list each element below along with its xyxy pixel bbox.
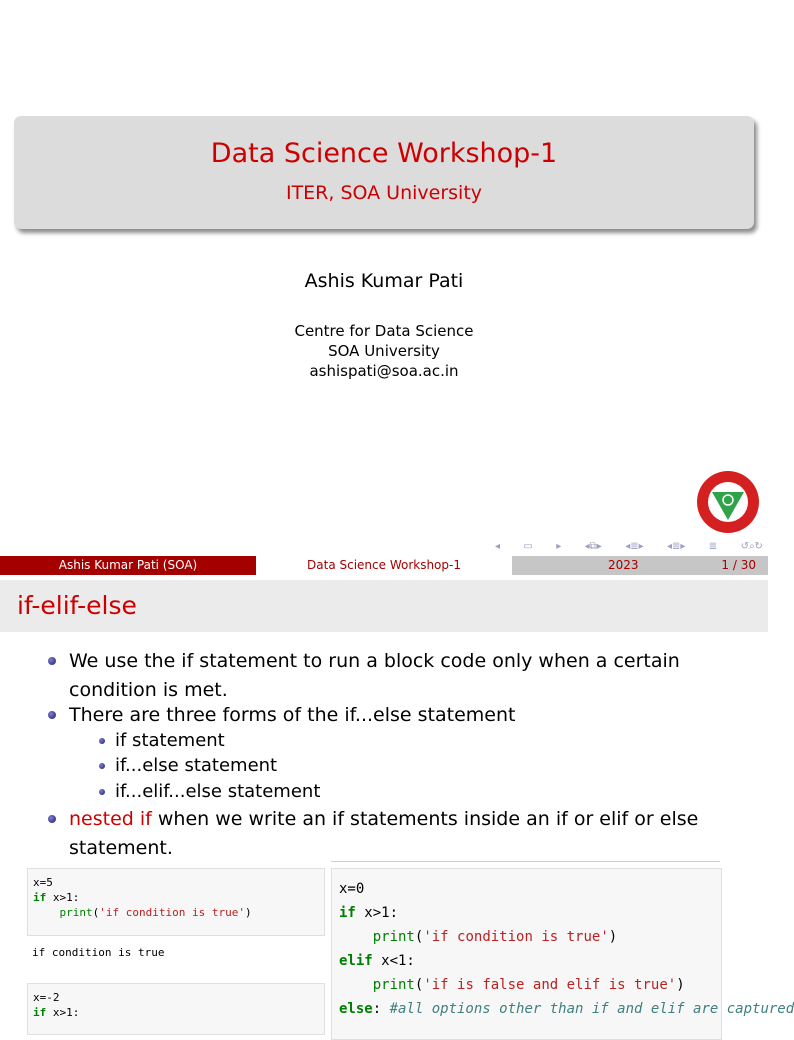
beamer-navigation [495,538,763,554]
bullet-text-cont: condition is met. [69,679,228,701]
author-name: Ashis Kumar Pati [304,270,464,292]
footer-right [512,556,768,575]
bullet-if-statement [69,647,680,705]
divider [331,861,720,862]
align-icon[interactable]: ≣ [708,540,718,552]
section-icon[interactable]: ◂≣▸ [625,540,644,552]
code-cell-if: x=5 if x>1: print('if condition is true') [27,868,325,936]
nested-if-highlight: nested if [69,808,152,830]
bullet-text: when we write an if statements inside an if or elif or else [151,808,699,830]
code-cell-if-else: x=-2 if x>1: [27,983,325,1035]
institute-line-university: SOA University [328,342,440,360]
bullet-nested-if [69,805,698,863]
bullet-icon [99,789,105,795]
code-cell-if-elif-else: x=0 if x>1: print('if condition is true') elif x<1: print('if is false and elif is true') else: #all options other than if and elif are captured [331,868,722,1040]
sub-bullet: if...elif...else statement [115,781,320,803]
bullet-three-forms [69,701,515,730]
frame-icon[interactable]: ▭ [523,540,533,552]
subsection-icon[interactable]: ◂⧉▸ [584,540,602,552]
search-icon[interactable]: ↺⌕↻ [740,540,763,552]
slide-header [0,580,768,632]
bullet-icon [48,711,56,719]
footer-bar [0,556,768,575]
footer-author: Ashis Kumar Pati (SOA) [0,556,256,575]
bullet-text-cont: statement. [69,837,173,859]
presentation-title: Data Science Workshop-1 [210,138,558,169]
footer-date: 2023 [608,558,639,572]
institute-line-email: ashispati@soa.ac.in [309,362,459,380]
bullet-icon [48,815,56,823]
footer-title: Data Science Workshop-1 [256,556,512,575]
sub-bullet: if statement [115,730,225,752]
bullet-text: There are three forms of the if...else statement [69,704,516,726]
bullet-icon [99,763,105,769]
sub-bullet: if...else statement [115,755,277,777]
bullet-icon [48,657,56,665]
slide-title: if-elif-else [17,591,137,620]
footer-page-number: 1 / 30 [721,558,756,572]
nav-left-icon[interactable]: ◂ [495,540,501,552]
presentation-subtitle: ITER, SOA University [285,182,483,204]
nav-right-icon[interactable]: ▸ [556,540,562,552]
title-block [14,116,754,229]
bullet-text: We use the if statement to run a block code only when a certain [69,650,680,672]
bullet-icon [99,738,105,744]
institute-line-centre: Centre for Data Science [294,322,474,340]
code-output: if condition is true [32,946,165,959]
university-logo-icon [696,470,760,534]
section-icon-2[interactable]: ◂≣▸ [667,540,686,552]
